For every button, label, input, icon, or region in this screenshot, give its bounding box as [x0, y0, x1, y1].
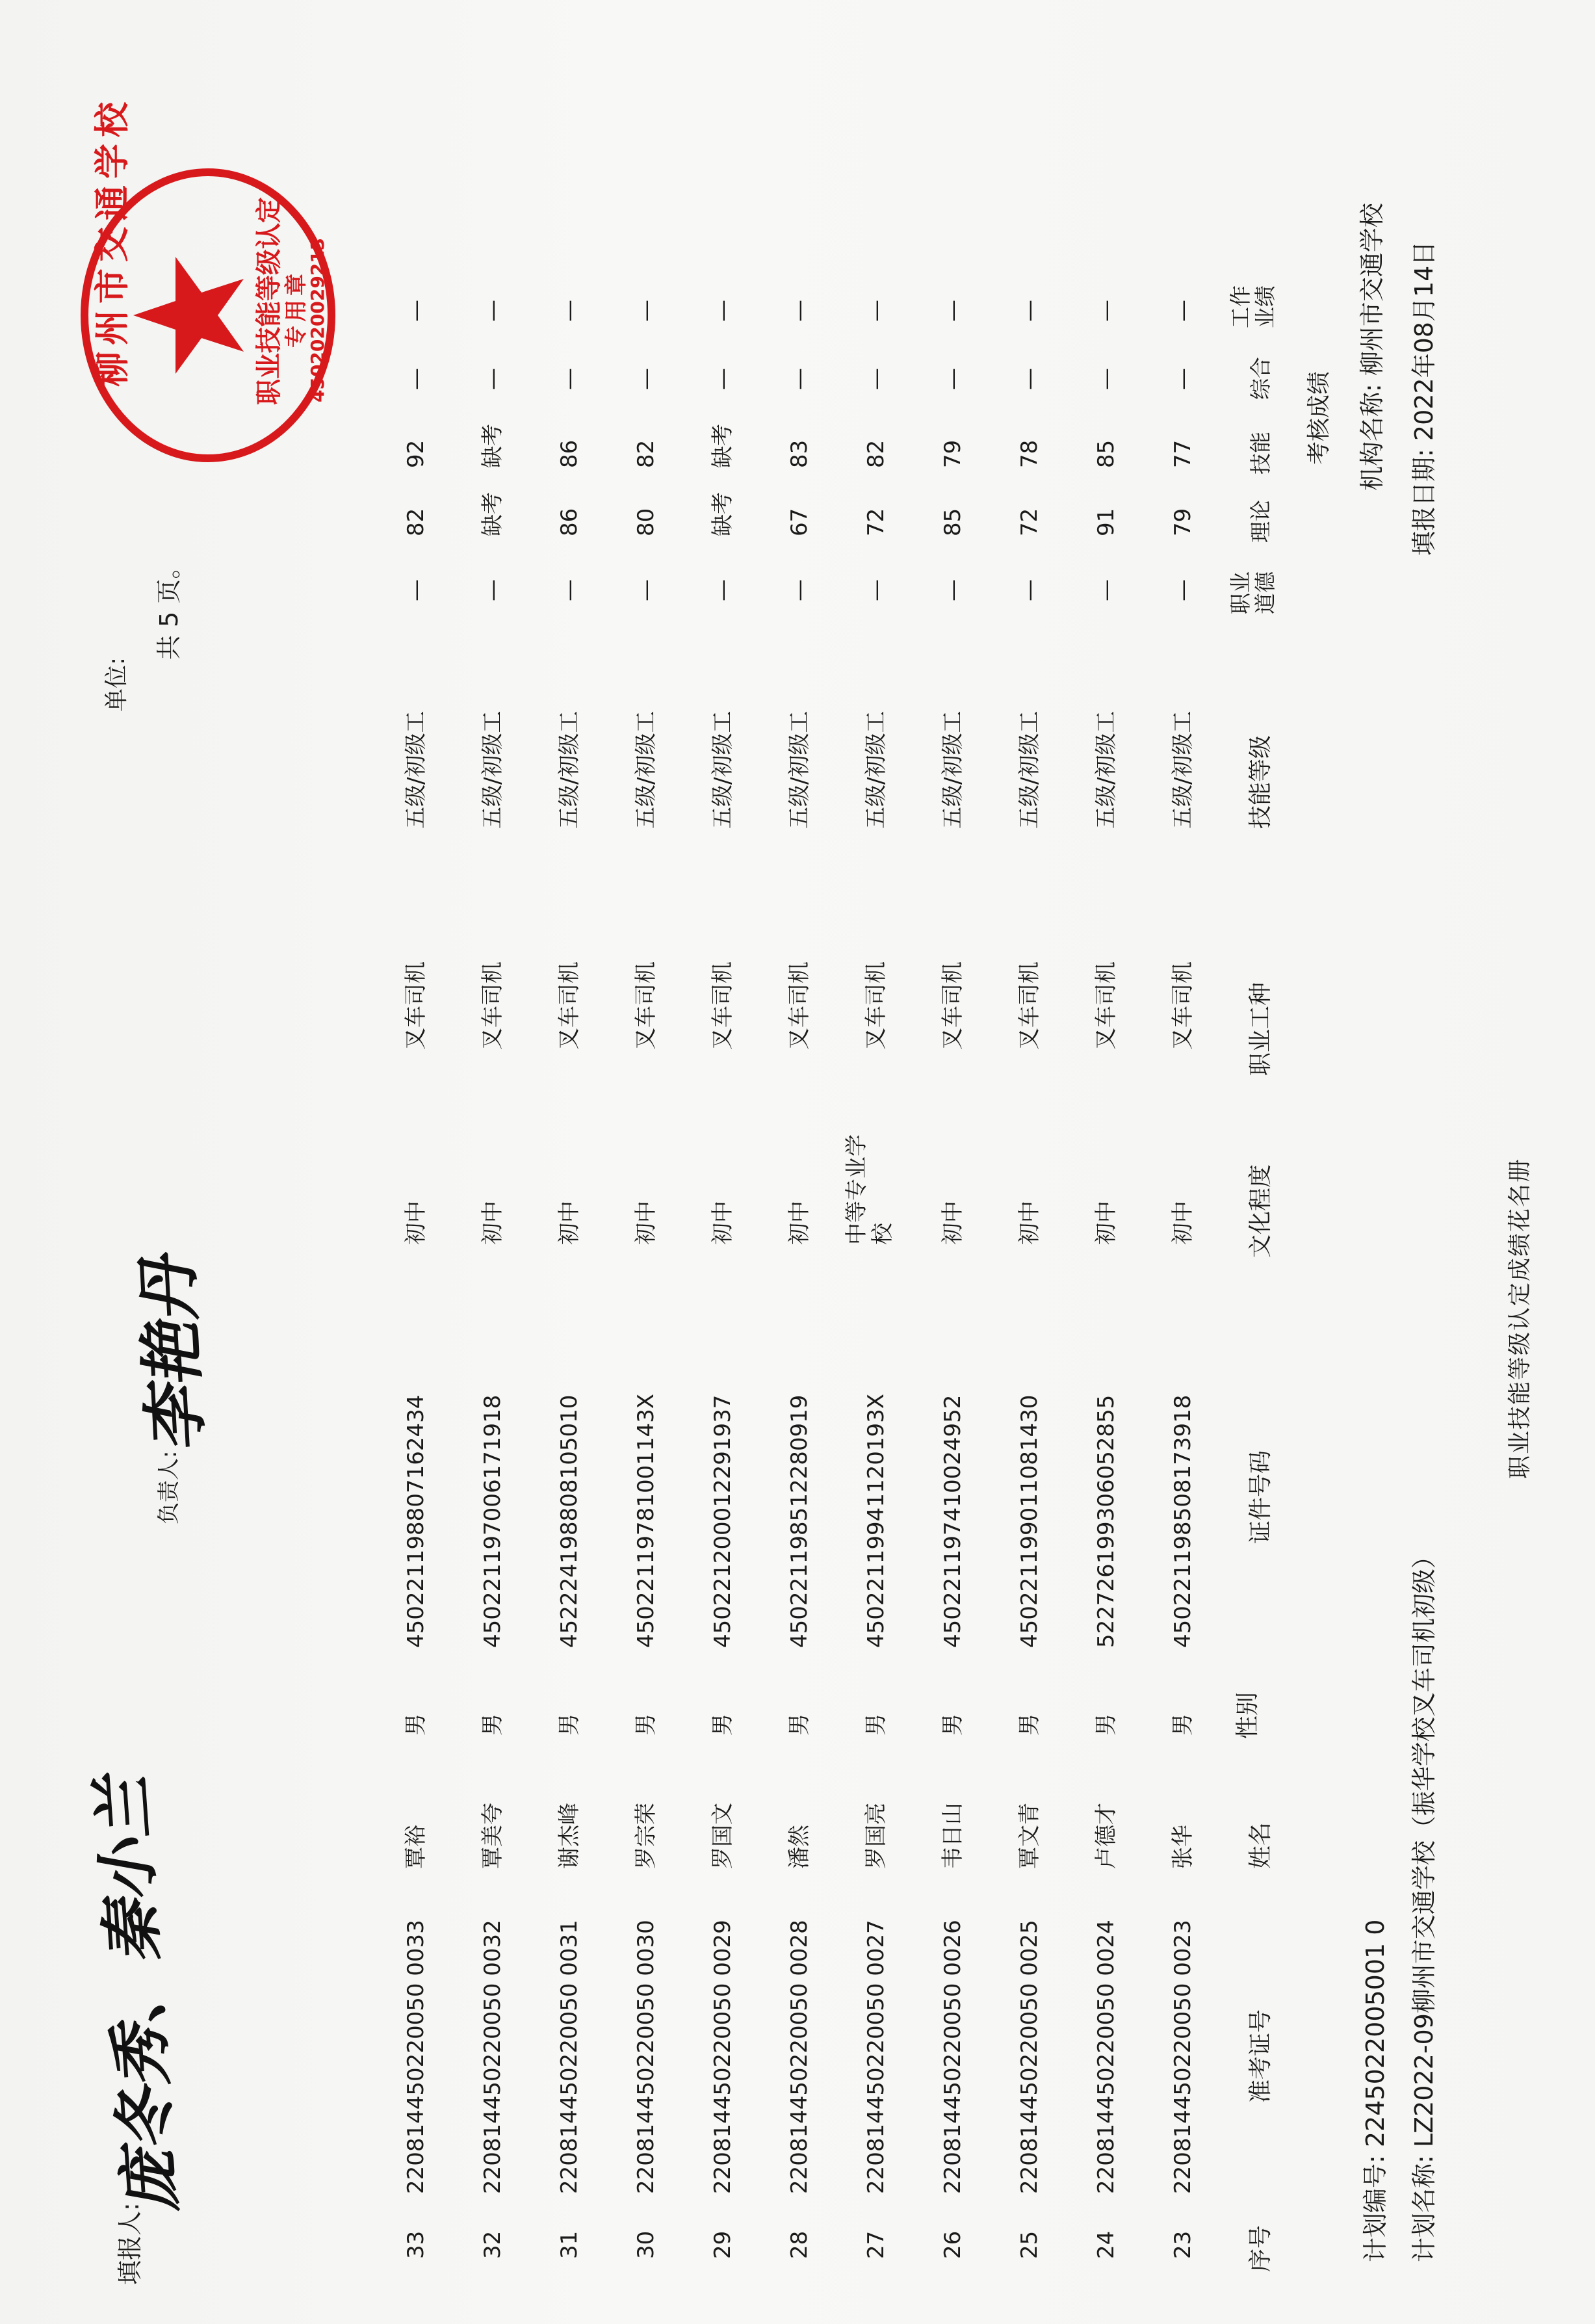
responsible-label: 负责人:	[156, 1450, 182, 1524]
row-skill-level: 五级/初级工	[1093, 711, 1119, 829]
row-ethics: —	[1017, 579, 1043, 601]
row-ethics: —	[480, 579, 506, 601]
row-skill: 缺考	[480, 424, 506, 468]
row-ethics: —	[863, 579, 889, 601]
row-gender: 男	[786, 1714, 812, 1736]
row-skill-level: 五级/初级工	[403, 711, 429, 829]
row-seq: 27	[863, 2230, 889, 2259]
unit-label: 单位:	[103, 657, 130, 712]
row-id-no: 450221198508173918	[1170, 1394, 1196, 1648]
row-name: 谢杰峰	[556, 1803, 582, 1869]
row-ticket: 220814450220050 0029	[710, 1920, 736, 2194]
row-ticket: 220814450220050 0030	[633, 1920, 659, 2194]
header-name: 姓名	[1247, 1821, 1274, 1869]
row-ethics: —	[710, 579, 736, 601]
row-ticket: 220814450220050 0028	[786, 1920, 812, 2194]
row-theory: 72	[1017, 508, 1043, 536]
row-gender: 男	[403, 1714, 429, 1736]
row-id-no: 522726199306052855	[1093, 1394, 1119, 1648]
report-date-value: 2022年08月14日	[1410, 241, 1438, 441]
row-comprehensive: —	[863, 368, 889, 390]
seal-sub-text: 专用章	[283, 270, 309, 348]
seal-number: 4502020029213	[307, 237, 328, 402]
row-skill-level: 五级/初级工	[556, 711, 582, 829]
row-id-no: 450221198807162434	[403, 1394, 429, 1648]
row-name: 潘然	[786, 1825, 812, 1869]
plan-name-label: 计划名称:	[1410, 2155, 1438, 2262]
row-gender: 男	[863, 1714, 889, 1736]
row-occupation: 叉车司机	[710, 961, 736, 1050]
header-id-no: 证件号码	[1247, 1450, 1274, 1544]
row-id-no: 45022119781001143X	[633, 1393, 659, 1648]
header-education: 文化程度	[1247, 1164, 1274, 1258]
row-name: 韦日山	[940, 1803, 966, 1869]
row-theory: 67	[786, 508, 812, 536]
row-seq: 26	[940, 2230, 966, 2259]
row-theory: 85	[940, 508, 966, 536]
row-skill: 92	[403, 439, 429, 468]
row-seq: 30	[633, 2230, 659, 2259]
official-seal	[78, 96, 338, 465]
row-education: 初中	[940, 1201, 966, 1245]
row-occupation: 叉车司机	[863, 961, 889, 1050]
row-theory: 80	[633, 508, 659, 536]
row-performance: —	[633, 300, 659, 322]
report-date	[1404, 241, 1440, 556]
row-ethics: —	[1170, 579, 1196, 601]
row-education: 初中	[480, 1201, 506, 1245]
row-theory: 82	[403, 508, 429, 536]
row-education: 中等专业学校	[844, 1134, 896, 1245]
row-comprehensive: —	[1093, 368, 1119, 390]
row-education: 初中	[403, 1201, 429, 1245]
row-gender: 男	[1170, 1714, 1196, 1736]
row-seq: 25	[1017, 2230, 1043, 2259]
row-occupation: 叉车司机	[786, 961, 812, 1050]
row-theory: 缺考	[480, 492, 506, 536]
plan-name	[1404, 1544, 1440, 2262]
row-performance: —	[710, 300, 736, 322]
row-ticket: 220814450220050 0033	[403, 1920, 429, 2194]
row-ticket: 220814450220050 0025	[1017, 1920, 1043, 2194]
header-seq: 序号	[1247, 2225, 1274, 2272]
row-id-no: 450221197410024952	[940, 1394, 966, 1648]
row-theory: 缺考	[710, 492, 736, 536]
row-comprehensive: —	[1017, 368, 1043, 390]
responsible-signature: 李艳丹	[129, 1255, 216, 1455]
row-id-no: 450221197006171918	[480, 1394, 506, 1648]
row-name: 罗国亮	[863, 1803, 889, 1869]
row-ethics: —	[556, 579, 582, 601]
row-seq: 24	[1093, 2230, 1119, 2259]
filler-label: 填报人:	[116, 2202, 144, 2285]
row-gender: 男	[710, 1714, 736, 1736]
row-performance: —	[403, 300, 429, 322]
header-performance: 工作业绩	[1228, 285, 1278, 328]
row-comprehensive: —	[940, 368, 966, 390]
row-performance: —	[1017, 300, 1043, 322]
row-skill: 77	[1170, 439, 1196, 468]
row-comprehensive: —	[633, 368, 659, 390]
row-theory: 86	[556, 508, 582, 536]
row-skill: 85	[1093, 439, 1119, 468]
row-occupation: 叉车司机	[1017, 961, 1043, 1050]
row-education: 初中	[1093, 1201, 1119, 1245]
row-performance: —	[1093, 300, 1119, 322]
row-ticket: 220814450220050 0031	[556, 1920, 582, 2194]
row-performance: —	[556, 300, 582, 322]
seal-ring-text: 柳州市交通学校	[92, 96, 133, 387]
row-comprehensive: —	[786, 368, 812, 390]
row-comprehensive: —	[1170, 368, 1196, 390]
row-skill: 86	[556, 439, 582, 468]
filler-signature: 庞冬秀、秦小兰	[84, 1774, 189, 2215]
seal-center-text: 职业技能等级认定	[254, 197, 284, 405]
row-name: 覃美夸	[480, 1803, 506, 1869]
row-id-no: 450221199011081430	[1017, 1394, 1043, 1648]
report-date-label: 填报日期:	[1410, 449, 1438, 556]
row-occupation: 叉车司机	[940, 961, 966, 1050]
row-gender: 男	[480, 1714, 506, 1736]
row-ethics: —	[940, 579, 966, 601]
row-education: 初中	[556, 1201, 582, 1245]
plan-number-label: 计划编号:	[1361, 2155, 1390, 2262]
org-name-label: 机构名称:	[1358, 384, 1386, 491]
header-theory: 理论	[1248, 500, 1273, 543]
row-occupation: 叉车司机	[1170, 961, 1196, 1050]
row-education: 初中	[1170, 1201, 1196, 1245]
row-seq: 31	[556, 2230, 582, 2259]
row-skill-level: 五级/初级工	[940, 711, 966, 829]
row-gender: 男	[1017, 1714, 1043, 1736]
seal-graphic	[78, 166, 338, 465]
row-seq: 28	[786, 2230, 812, 2259]
row-skill: 缺考	[710, 424, 736, 468]
row-comprehensive: —	[710, 368, 736, 390]
org-name	[1352, 203, 1388, 491]
row-ticket: 220814450220050 0024	[1093, 1920, 1119, 2194]
row-name: 罗宗荣	[633, 1803, 659, 1869]
header-scores: 考核成绩	[1306, 371, 1332, 465]
row-name: 卢德才	[1093, 1803, 1119, 1869]
header-ethics: 职业道德	[1228, 571, 1278, 614]
row-comprehensive: —	[403, 368, 429, 390]
header-ticket: 准考证号	[1247, 2009, 1274, 2103]
row-skill-level: 五级/初级工	[863, 711, 889, 829]
row-performance: —	[1170, 300, 1196, 322]
row-skill-level: 五级/初级工	[786, 711, 812, 829]
row-seq: 33	[403, 2230, 429, 2259]
row-skill-level: 五级/初级工	[1170, 711, 1196, 829]
header-comprehensive: 综合	[1248, 357, 1273, 400]
header-skill-level: 技能等级	[1247, 735, 1274, 829]
org-name-value: 柳州市交通学校	[1358, 203, 1386, 376]
row-id-no: 450221198512280919	[786, 1394, 812, 1648]
row-seq: 29	[710, 2230, 736, 2259]
row-performance: —	[786, 300, 812, 322]
header-gender: 性别	[1234, 1691, 1261, 1739]
row-name: 张华	[1170, 1825, 1196, 1869]
row-ticket: 220814450220050 0023	[1170, 1920, 1196, 2194]
row-performance: —	[940, 300, 966, 322]
row-gender: 男	[556, 1714, 582, 1736]
row-skill-level: 五级/初级工	[710, 711, 736, 829]
row-education: 初中	[786, 1201, 812, 1245]
row-theory: 91	[1093, 508, 1119, 536]
row-occupation: 叉车司机	[1093, 961, 1119, 1050]
row-skill: 79	[940, 439, 966, 468]
row-ticket: 220814450220050 0026	[940, 1920, 966, 2194]
row-occupation: 叉车司机	[480, 961, 506, 1050]
row-id-no: 45022119941120193X	[863, 1393, 889, 1648]
row-education: 初中	[633, 1201, 659, 1245]
row-theory: 72	[863, 508, 889, 536]
row-name: 罗国文	[710, 1803, 736, 1869]
document-title: 职业技能等级认定成绩花名册	[1507, 1157, 1533, 1479]
row-occupation: 叉车司机	[403, 961, 429, 1050]
row-skill: 78	[1017, 439, 1043, 468]
row-ethics: —	[1093, 579, 1119, 601]
row-education: 初中	[1017, 1201, 1043, 1245]
row-ethics: —	[403, 579, 429, 601]
row-id-no: 452224198808105010	[556, 1394, 582, 1648]
row-skill-level: 五级/初级工	[1017, 711, 1043, 829]
row-comprehensive: —	[480, 368, 506, 390]
row-name: 覃文青	[1017, 1803, 1043, 1869]
row-seq: 23	[1170, 2230, 1196, 2259]
row-skill-level: 五级/初级工	[633, 711, 659, 829]
row-gender: 男	[940, 1714, 966, 1736]
row-comprehensive: —	[556, 368, 582, 390]
row-skill: 82	[863, 439, 889, 468]
row-ticket: 220814450220050 0032	[480, 1920, 506, 2194]
row-skill: 82	[633, 439, 659, 468]
page-count: 共 5 页。	[155, 554, 183, 660]
row-occupation: 叉车司机	[556, 961, 582, 1050]
row-theory: 79	[1170, 508, 1196, 536]
plan-name-value: LZ2022-09柳州市交通学校（振华学校叉车司机初级）	[1410, 1544, 1438, 2148]
row-ethics: —	[633, 579, 659, 601]
row-skill: 83	[786, 439, 812, 468]
header-occupation: 职业工种	[1247, 982, 1274, 1076]
row-id-no: 450221200012291937	[710, 1394, 736, 1648]
row-performance: —	[863, 300, 889, 322]
row-gender: 男	[1093, 1714, 1119, 1736]
row-seq: 32	[480, 2230, 506, 2259]
row-skill-level: 五级/初级工	[480, 711, 506, 829]
header-skill: 技能	[1248, 432, 1273, 475]
row-performance: —	[480, 300, 506, 322]
plan-number	[1355, 1920, 1391, 2262]
row-ticket: 220814450220050 0027	[863, 1920, 889, 2194]
row-ethics: —	[786, 579, 812, 601]
row-gender: 男	[633, 1714, 659, 1736]
row-name: 覃裕	[403, 1825, 429, 1869]
row-education: 初中	[710, 1201, 736, 1245]
plan-number-value: 2245022005001 0	[1361, 1919, 1390, 2148]
row-occupation: 叉车司机	[633, 961, 659, 1050]
